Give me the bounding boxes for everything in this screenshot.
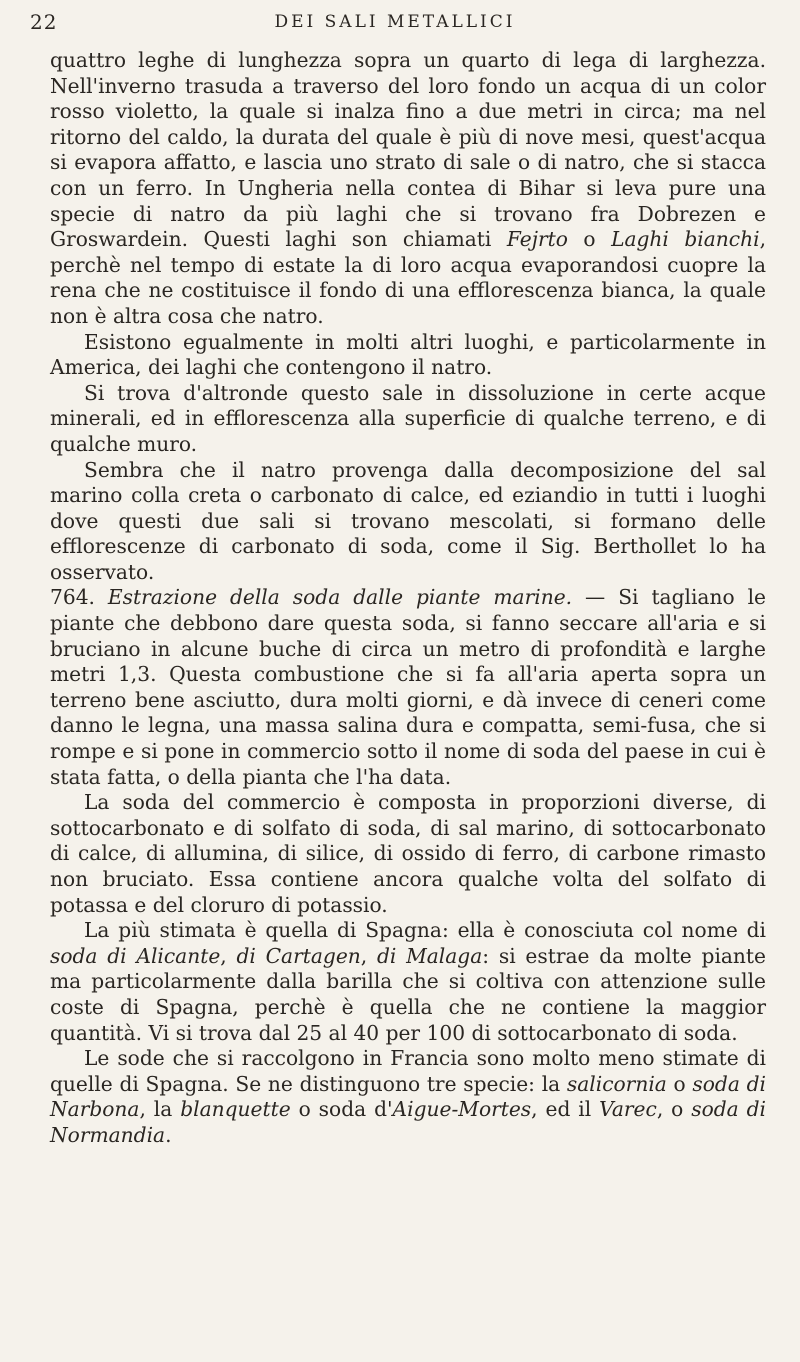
italic-term: salicornia	[566, 1071, 667, 1096]
page-number: 22	[30, 10, 58, 34]
paragraph-p1	[50, 48, 766, 330]
running-title: DEI SALI METALLICI	[274, 12, 516, 32]
italic-term: Varec	[599, 1097, 657, 1122]
paragraph-p7	[50, 918, 766, 1046]
text-run: , la	[139, 1097, 181, 1122]
paragraph-p3	[50, 381, 766, 458]
text-run: Esistono egualmente in molti altri luoghi, e particolarmente in America, dei laghi che contengono il natro.	[50, 329, 766, 380]
text-run: , perchè nel tempo di estate la di loro acqua evaporandosi cuopre la rena che ne costituisce il fondo di una efflorescenza bianca, la quale non è altra cosa che natro.	[50, 227, 766, 328]
body-text	[50, 48, 766, 1149]
paragraph-p8	[50, 1046, 766, 1148]
italic-term: Laghi bianchi	[611, 227, 760, 252]
text-run: Sembra che il natro provenga dalla decomposizione del sal marino colla creta o carbonato di calce, ed eziandio in tutti i luoghi dove questi due sali si trovano mescolati, si formano delle efflorescenze di carbonato di soda, come il Sig. Berthollet lo ha osservato.	[50, 457, 766, 584]
text-run: .	[165, 1122, 172, 1147]
text-run: o	[666, 1071, 693, 1096]
italic-term: Fejrto	[506, 227, 568, 252]
text-run: o	[567, 227, 612, 252]
text-run: La più stimata è quella di Spagna: ella è conosciuta col nome di	[84, 918, 766, 943]
page-header	[30, 10, 760, 44]
italic-term: Aigue-Mortes	[392, 1097, 532, 1122]
italic-term: soda di Narbona	[50, 1071, 766, 1122]
text-run: , ed il	[531, 1097, 600, 1122]
text-run: Si trova d'altronde questo sale in dissoluzione in certe acque minerali, ed in efflorescenza alla superficie di qualche terreno, e di qualche muro.	[50, 380, 766, 456]
text-run: 764.	[50, 585, 108, 610]
text-run: , o	[656, 1097, 692, 1122]
italic-term: soda di Alicante	[50, 943, 221, 968]
text-run: o soda d'	[290, 1097, 393, 1122]
text-run: ,	[220, 943, 237, 968]
text-run: ,	[360, 943, 377, 968]
paragraph-p2	[50, 330, 766, 381]
paragraph-p4	[50, 458, 766, 586]
text-run: quattro leghe di lunghezza sopra un quarto di lega di larghezza. Nell'inverno trasuda a traverso del loro fondo un acqua di un color rosso violetto, la quale si inalza fino a due metri in circa; ma nel ritorno del caldo, la durata del quale è più di nove mesi, quest'acqua si evapora affatto, e lascia uno strato di sale o di natro, che si stacca con un ferro. In Ungheria nella contea di Bihar si leva pure una specie di natro da più laghi che si trovano fra Dobrezen e Groswardein. Questi laghi son chiamati	[50, 48, 766, 252]
italic-term: soda di Normandia	[50, 1097, 767, 1147]
italic-term: di Cartagen	[236, 943, 361, 968]
italic-term: blanquette	[180, 1097, 291, 1122]
paragraph-p5	[50, 585, 766, 790]
text-run: Le sode che si raccolgono in Francia sono molto meno stimate di quelle di Spagna. Se ne distinguono tre specie: la	[50, 1046, 766, 1096]
italic-term: Estrazione della soda dalle piante marine.	[107, 585, 573, 610]
text-run: — Si tagliano le piante che debbono dare questa soda, si fanno seccare all'aria e si bruciano in alcune buche di circa un metro di profondità e larghe metri 1,3. Questa combustione che si fa all'aria aperta sopra un terreno bene asciutto, dura molti giorni, e dà invece di ceneri come danno le legna, una massa salina dura e compatta, semi-fusa, che si rompe e si pone in commercio sotto il nome di soda del paese in cui è stata fatta, o della pianta che l'ha data.	[50, 585, 766, 789]
italic-term: di Malaga	[376, 943, 483, 968]
paragraph-p6	[50, 790, 766, 918]
text-run: La soda del commercio è composta in proporzioni diverse, di sottocarbonato e di solfato di soda, di sal marino, di sottocarbonato di calce, di allumina, di silice, di ossido di ferro, di carbone rimasto non bruciato. Essa contiene ancora qualche volta del solfato di potassa e del cloruro di potassio.	[50, 790, 766, 917]
text-run: : si estrae da molte piante ma particolarmente dalla barilla che si coltiva con attenzione sulle coste di Spagna, perchè è quella che ne contiene la maggior quantità. Vi si trova dal 25 al 40 per 100 di sottocarbonato di soda.	[50, 943, 766, 1045]
